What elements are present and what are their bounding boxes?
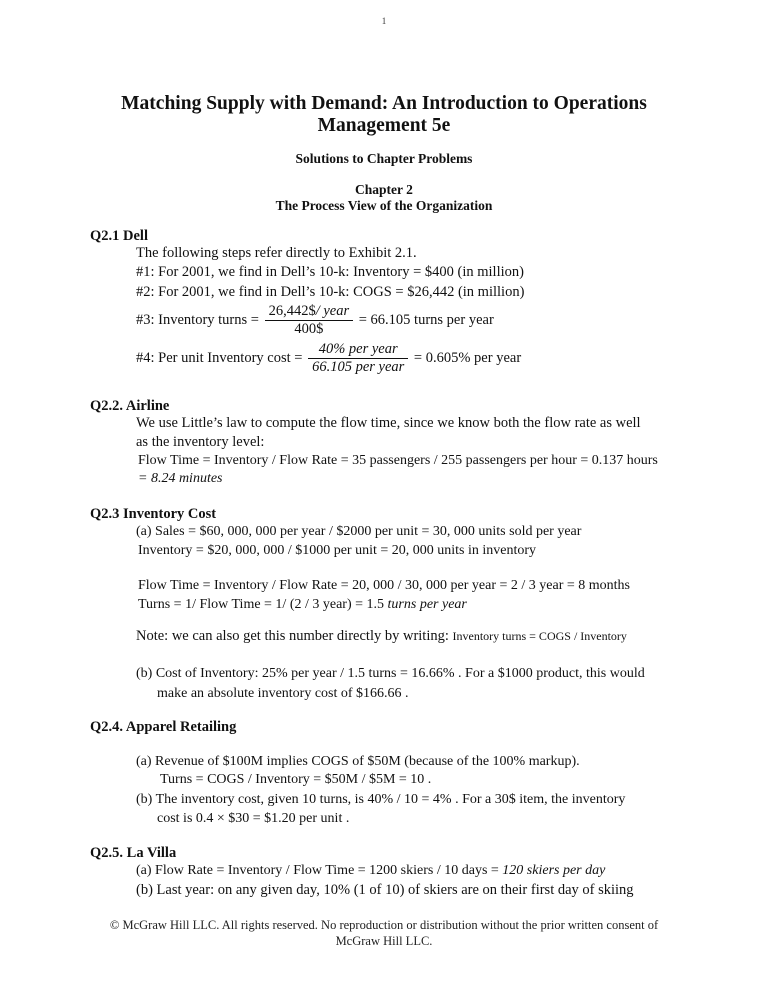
chapter-name: The Process View of the Organization (275, 198, 493, 213)
flow-rate-equation: (a) Flow Rate = Inventory / Flow Time = 1200 skiers / 10 days = (136, 863, 503, 878)
q2-2-equation-line2: = 8.24 minutes (138, 471, 223, 486)
q2-1-step1: #1: For 2001, we find in Dell’s 10-k: Inventory = $400 (in million) (136, 264, 524, 280)
q2-4-b-line1: (b) The inventory cost, given 10 turns, is 40% / 10 = 4% . For a 30$ item, the inventory (136, 792, 626, 807)
copyright-line2: McGraw Hill LLC. (335, 934, 433, 948)
flow-rate-result: 120 skiers per day (502, 863, 606, 878)
note-equation: Inventory turns = COGS / Inventory (452, 629, 627, 643)
q2-1-step2: #2: For 2001, we find in Dell’s 10-k: COGS = $26,442 (in million) (136, 284, 525, 300)
q2-3-a-line1: (a) Sales = $60, 000, 000 per year / $2000 per unit = 30, 000 units sold per year (136, 524, 582, 539)
q2-1-intro: The following steps refer directly to Exhibit 2.1. (136, 245, 417, 261)
copyright-line1: © McGraw Hill LLC. All rights reserved. No reproduction or distribution without the prior written consent of (109, 918, 659, 932)
step3-prefix: #3: Inventory turns = (136, 311, 259, 328)
q2-5-b: (b) Last year: on any given day, 10% (1 of 10) of skiers are on their first day of skiing (136, 882, 634, 898)
section-heading-q2-1: Q2.1 Dell (90, 228, 148, 244)
q2-3-note (136, 628, 627, 645)
step3-result: = 66.105 turns per year (358, 311, 494, 328)
q2-2-equation-line1: Flow Time = Inventory / Flow Rate = 35 passengers / 255 passengers per hour = 0.137 hours (138, 453, 658, 468)
turns-equation: Turns = 1/ Flow Time = 1/ (2 / 3 year) = 1.5 (138, 597, 388, 612)
turns-unit: turns per year (387, 597, 467, 612)
q2-3-b-line2: make an absolute inventory cost of $166.66 . (157, 686, 409, 701)
step3-fraction (265, 303, 354, 338)
step4-result: = 0.605% per year (413, 349, 522, 366)
q2-2-text-line2: as the inventory level: (136, 434, 265, 450)
step4-fraction (308, 341, 408, 376)
section-heading-q2-5: Q2.5. La Villa (90, 845, 177, 861)
q2-1-step3 (136, 303, 494, 338)
q2-4-b-line2: cost is 0.4 × $30 = $1.20 per unit . (157, 811, 350, 826)
q2-3-a-line4 (138, 597, 467, 613)
section-heading-q2-4: Q2.4. Apparel Retailing (90, 719, 237, 735)
chapter-number: Chapter 2 (355, 182, 413, 197)
step4-numerator: 40% per year (318, 341, 398, 357)
document-title-line2: Management 5e (317, 115, 451, 136)
q2-1-step4 (136, 341, 521, 376)
q2-3-a-line2: Inventory = $20, 000, 000 / $1000 per unit = 20, 000 units in inventory (138, 543, 537, 558)
page-number: 1 (381, 16, 387, 26)
q2-2-text-line1: We use Little’s law to compute the flow time, since we know both the flow rate as well (136, 415, 641, 431)
q2-3-a-line3: Flow Time = Inventory / Flow Rate = 20, 000 / 30, 000 per year = 2 / 3 year = 8 months (138, 578, 630, 593)
step4-prefix: #4: Per unit Inventory cost = (136, 349, 303, 366)
q2-3-b-line1: (b) Cost of Inventory: 25% per year / 1.5 turns = 16.66% . For a $1000 product, this would (136, 666, 645, 681)
step4-denominator: 66.105 per year (308, 358, 408, 376)
note-text: Note: we can also get this number directly by writing: (136, 628, 453, 644)
step3-numerator-unit: / year (315, 303, 350, 319)
document-subtitle: Solutions to Chapter Problems (295, 151, 473, 166)
q2-4-a-line2: Turns = COGS / Inventory = $50M / $5M = 10 . (160, 772, 432, 787)
section-heading-q2-2: Q2.2. Airline (90, 398, 170, 414)
section-heading-q2-3: Q2.3 Inventory Cost (90, 506, 217, 522)
step3-denominator: 400$ (265, 320, 354, 338)
q2-5-a (136, 863, 605, 879)
step3-numerator: 26,442$ (268, 303, 316, 319)
q2-4-a-line1: (a) Revenue of $100M implies COGS of $50M (because of the 100% markup). (136, 754, 580, 769)
document-title-line1: Matching Supply with Demand: An Introduction to Operations (121, 93, 647, 114)
